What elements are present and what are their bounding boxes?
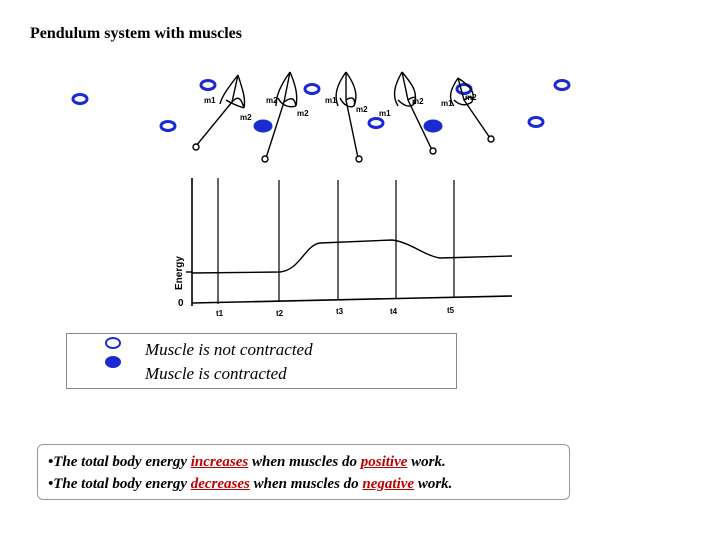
legend-not-contracted: Muscle is not contracted <box>145 340 313 359</box>
mass-labels <box>204 93 477 122</box>
mass-label-m2: m2 <box>356 105 368 114</box>
note-text: work. <box>414 476 453 492</box>
muscle-relaxed-icon <box>529 118 543 127</box>
muscle-relaxed-icon <box>305 85 319 94</box>
keyword-increases: increases <box>190 454 249 470</box>
chart-labels <box>174 256 455 318</box>
energy-curve <box>192 240 512 273</box>
page-title: Pendulum system with muscles <box>30 25 243 42</box>
x-axis <box>192 296 512 303</box>
y-axis-label: Energy <box>174 256 185 290</box>
keyword-positive: positive <box>360 454 408 470</box>
keyword-negative: negative <box>362 476 415 492</box>
tick-label-t5: t5 <box>447 306 455 315</box>
tick-label-t2: t2 <box>276 309 284 318</box>
pendulum-pose-4 <box>395 72 436 154</box>
muscle-relaxed-icon <box>555 81 569 90</box>
muscle-contracted-icon <box>425 121 441 131</box>
muscle-contracted-icon <box>255 121 271 131</box>
note-decrease <box>48 476 452 493</box>
note-text: when muscles do <box>248 454 361 470</box>
pendulum-pose-3 <box>336 72 362 162</box>
notes-box <box>37 444 570 500</box>
mass-label-m2: m2 <box>266 96 278 105</box>
pendulum-pose-2 <box>262 72 297 162</box>
muscle-relaxed-icon <box>73 95 87 104</box>
muscle-relaxed-icon <box>105 337 121 349</box>
mass-label-m2: m2 <box>465 93 477 102</box>
mass-label-m1: m1 <box>379 109 391 118</box>
pendulum-poses <box>193 72 494 162</box>
note-text: when muscles do <box>249 476 363 492</box>
legend-contracted: Muscle is contracted <box>145 364 287 383</box>
note-text: •The total body energy <box>48 476 191 492</box>
muscle-relaxed-icon <box>201 81 215 90</box>
mass-label-m1: m1 <box>325 96 337 105</box>
mass-label-m2: m2 <box>412 97 424 106</box>
muscle-contracted-icon <box>105 356 121 368</box>
note-text: work. <box>407 454 446 470</box>
tick-label-t1: t1 <box>216 309 224 318</box>
muscle-indicators <box>73 81 569 132</box>
y-zero-label: 0 <box>178 298 184 309</box>
mass-label-m2: m2 <box>240 113 252 122</box>
energy-chart <box>186 178 512 306</box>
muscle-relaxed-icon <box>161 122 175 131</box>
muscle-relaxed-icon <box>369 119 383 128</box>
mass-label-m1: m1 <box>204 96 216 105</box>
mass-label-m2: m2 <box>297 109 309 118</box>
tick-label-t3: t3 <box>336 307 344 316</box>
legend <box>66 333 457 389</box>
tick-label-t4: t4 <box>390 307 398 316</box>
mass-label-m1: m1 <box>441 99 453 108</box>
note-text: •The total body energy <box>48 454 191 470</box>
keyword-decreases: decreases <box>190 476 250 492</box>
note-increase <box>48 454 446 471</box>
